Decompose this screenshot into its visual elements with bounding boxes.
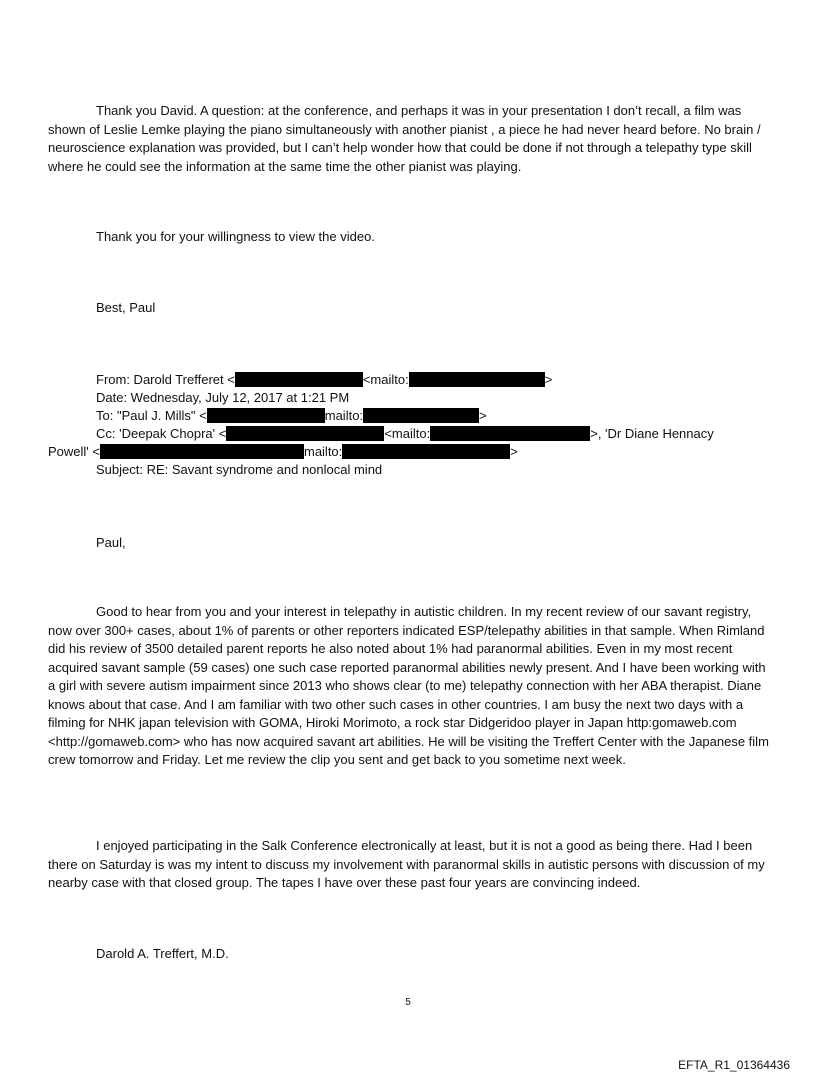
cc-prefix: Cc: 'Deepak Chopra' < (96, 426, 227, 441)
body-paragraph-2: I enjoyed participating in the Salk Conference electronically at least, but it is not a good as being there. Had I been there on Saturday is was my intent to discuss my involvement with paranormal skills in autistic persons with discussion of my nearby case with that closed group. The tapes I have over these past four years are convincing indeed. (48, 838, 765, 890)
redaction-block (409, 372, 545, 387)
page-number: 5 (405, 997, 411, 1008)
header-subject: Subject: RE: Savant syndrome and nonlocal mind (96, 462, 383, 477)
body-paragraph-1: Good to hear from you and your interest in telepathy in autistic children. In my recent review of our savant registry, now over 300+ cases, about 1% of parents or other reporters indicated ESP/telepathy abilities in that sample. When Rimland did his review of 3500 detailed parent reports he also noted about 1% had paranormal abilities. Even in my most recent acquired savant sample (59 cases) one such case reported paranormal abilities newly present. And I have been working with a girl with severe autism impairment since 2013 who shows clear (to me) telepathy connection with her ABA therapist. Diane knows about that case. And I am familiar with two other such cases in other countries. I am busy the next two days with a filming for NHK japan television with GOMA, Hiroki Morimoto, a rock star Didgeridoo player in Japan http:gomaweb.com <http://gomaweb.com> who has now acquired savant art abilities. He will be visiting the Treffert Center with the Japanese film crew tomorrow and Friday. Let me review the clip you sent and get back to you sometime next week. (48, 604, 769, 767)
header-cc (96, 425, 714, 444)
greeting: Paul, (96, 535, 126, 550)
redaction-block (100, 444, 304, 459)
reply-body: Thank you David. A question: at the conference, and perhaps it was in your presentation I don’t recall, a film was shown of Leslie Lemke playing the piano simultaneously with another pianist , a piece he had never heard before. No brain / neuroscience explanation was provided, but I can’t help wonder how that could be done if not through a telepathy type skill where he could see the information at the same time the other pianist was playing. (48, 103, 761, 174)
from-mailto: <mailto: (362, 372, 409, 387)
redaction-block (207, 408, 325, 423)
cc2-prefix: Powell' < (48, 444, 100, 459)
to-prefix: To: "Paul J. Mills" < (96, 408, 207, 423)
header-cc-continued (48, 443, 518, 462)
from-prefix: From: Darold Trefferet < (96, 372, 235, 387)
signature: Darold A. Treffert, M.D. (96, 946, 229, 961)
cc2-mailto: mailto: (303, 444, 343, 459)
redaction-block (363, 408, 479, 423)
to-end: > (479, 408, 487, 423)
to-mailto: mailto: (324, 408, 364, 423)
cc2-end: > (510, 444, 518, 459)
header-date: Date: Wednesday, July 12, 2017 at 1:21 PM (96, 390, 350, 405)
header-from (96, 371, 552, 390)
cc-mailto: <mailto: (384, 426, 431, 441)
signoff: Best, Paul (96, 300, 156, 315)
from-end: > (544, 372, 553, 387)
redaction-block (235, 372, 363, 387)
cc-end: >, 'Dr Diane Hennacy (590, 426, 714, 441)
header-to (96, 407, 487, 426)
thanks-line: Thank you for your willingness to view the video. (96, 229, 375, 244)
document-id: EFTA_R1_01364436 (678, 1058, 790, 1072)
redaction-block (226, 426, 384, 441)
redaction-block (430, 426, 590, 441)
redaction-block (342, 444, 510, 459)
